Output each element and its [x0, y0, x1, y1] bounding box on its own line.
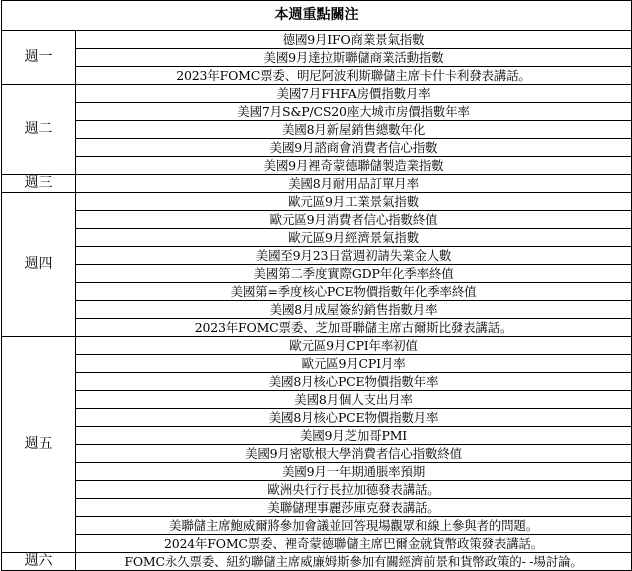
table-row	[2, 499, 632, 517]
event-item: 歐元區9月經濟景氣指數	[76, 229, 632, 247]
day-label: 週五	[2, 337, 76, 553]
day-label: 週一	[2, 31, 76, 85]
table-row	[2, 157, 632, 175]
table-row	[2, 139, 632, 157]
weekly-focus-table	[1, 0, 632, 571]
table-row	[2, 301, 632, 319]
event-item: 美國8月成屋簽約銷售指數月率	[76, 301, 632, 319]
table-row	[2, 337, 632, 355]
event-item: 歐元區9月CPI年率初值	[76, 337, 632, 355]
event-item: 美國7月S&P/CS20座大城市房價指數年率	[76, 103, 632, 121]
table-row	[2, 67, 632, 85]
event-item: 美國8月核心PCE物價指數年率	[76, 373, 632, 391]
event-item: 美國8月耐用品訂單月率	[76, 175, 632, 193]
event-item: 美國9月諮商會消費者信心指數	[76, 139, 632, 157]
event-item: 歐洲央行行長拉加德發表講話。	[76, 481, 632, 499]
table-row	[2, 193, 632, 211]
title-row	[2, 1, 632, 31]
table-row	[2, 463, 632, 481]
event-item: 2023年FOMC票委、芝加哥聯儲主席古爾斯比發表講話。	[76, 319, 632, 337]
event-item: 美國9月裡奇蒙德聯儲製造業指數	[76, 157, 632, 175]
day-label: 週六	[2, 553, 76, 571]
table-row	[2, 175, 632, 193]
table-row	[2, 31, 632, 49]
day-label: 週二	[2, 85, 76, 175]
weekly-focus-table-container	[1, 0, 631, 571]
event-item: 美國9月一年期通脹率預期	[76, 463, 632, 481]
table-row	[2, 481, 632, 499]
table-row	[2, 229, 632, 247]
event-item: 德國9月IFO商業景氣指數	[76, 31, 632, 49]
table-row	[2, 85, 632, 103]
table-row	[2, 49, 632, 67]
event-item: 美國8月個人支出月率	[76, 391, 632, 409]
table-row	[2, 211, 632, 229]
table-row	[2, 517, 632, 535]
table-title: 本週重點關注	[2, 1, 632, 31]
table-row	[2, 553, 632, 571]
event-item: 歐元區9月消費者信心指數終值	[76, 211, 632, 229]
table-row	[2, 103, 632, 121]
table-row	[2, 265, 632, 283]
table-row	[2, 121, 632, 139]
day-label: 週四	[2, 193, 76, 337]
table-row	[2, 445, 632, 463]
table-row	[2, 427, 632, 445]
table-row	[2, 283, 632, 301]
event-item: 美國8月核心PCE物價指數月率	[76, 409, 632, 427]
event-item: 歐元區9月工業景氣指數	[76, 193, 632, 211]
event-item: 歐元區9月CPI月率	[76, 355, 632, 373]
table-row	[2, 355, 632, 373]
event-item: 2023年FOMC票委、明尼阿波利斯聯儲主席卡什卡利發表講話。	[76, 67, 632, 85]
event-item: 美國第=季度核心PCE物價指數年化季率終值	[76, 283, 632, 301]
event-item: 美聯儲主席鮑威爾將參加會議並回答現場觀眾和線上參與者的問題。	[76, 517, 632, 535]
event-item: 美聯儲理事麗莎庫克發表講話。	[76, 499, 632, 517]
event-item: 美國7月FHFA房價指數月率	[76, 85, 632, 103]
event-item: 美國9月芝加哥PMI	[76, 427, 632, 445]
event-item: 美國9月達拉斯聯儲商業活動指數	[76, 49, 632, 67]
table-row	[2, 409, 632, 427]
table-row	[2, 319, 632, 337]
table-row	[2, 535, 632, 553]
event-item: 2024年FOMC票委、裡奇蒙德聯儲主席巴爾金就貨幣政策發表講話。	[76, 535, 632, 553]
table-row	[2, 247, 632, 265]
table-row	[2, 391, 632, 409]
event-item: 美國9月密歇根大學消費者信心指數終值	[76, 445, 632, 463]
event-item: FOMC永久票委、紐約聯儲主席威廉姆斯參加有關經濟前景和貨幣政策的- -場討論。	[76, 553, 632, 571]
event-item: 美國至9月23日當週初請失業金人數	[76, 247, 632, 265]
table-row	[2, 373, 632, 391]
table-body	[2, 31, 632, 571]
day-label: 週三	[2, 175, 76, 193]
event-item: 美國8月新屋銷售總數年化	[76, 121, 632, 139]
event-item: 美國第二季度實際GDP年化季率終值	[76, 265, 632, 283]
